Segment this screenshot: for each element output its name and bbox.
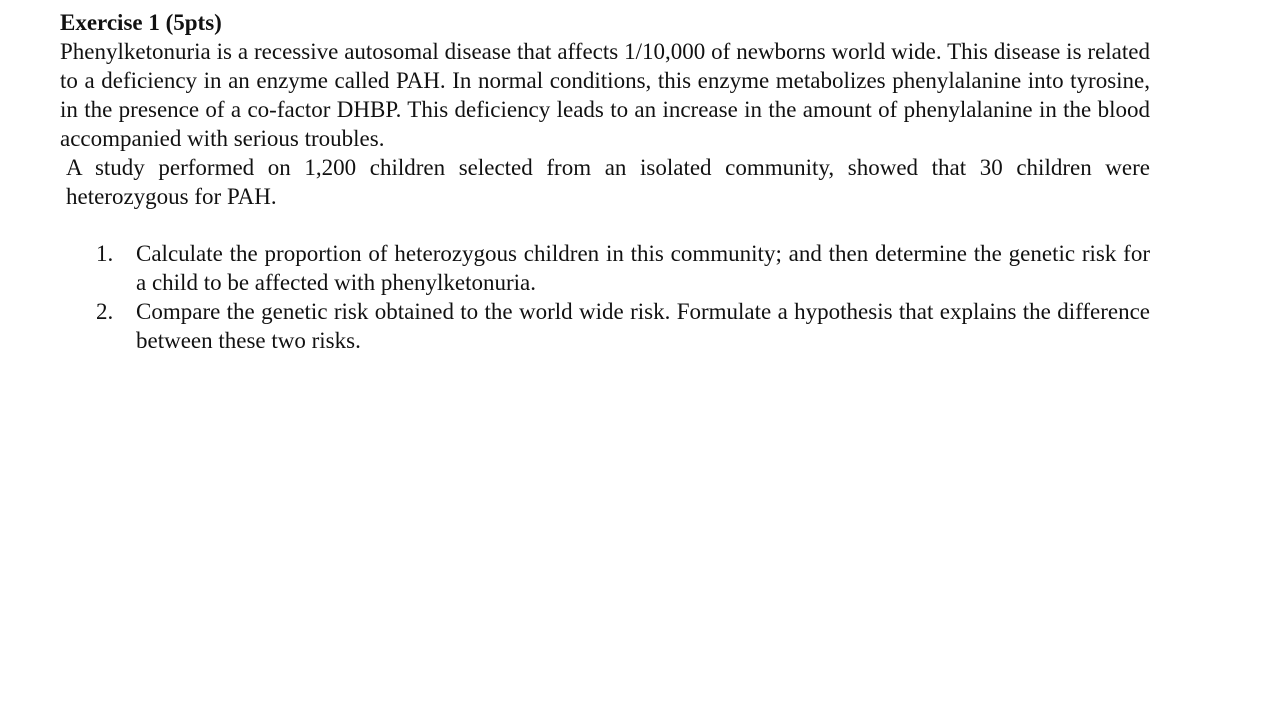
exercise-title: Exercise 1 (5pts): [60, 10, 222, 35]
question-list: [60, 239, 1150, 355]
question-item: [60, 239, 1150, 297]
exercise-document: [60, 8, 1150, 355]
question-item: [60, 297, 1150, 355]
intro-paragraph: Phenylketonuria is a recessive autosomal disease that affects 1/10,000 of newborns world wide. This disease is related to a deficiency in an enzyme called PAH. In normal conditions, this enzyme metabolizes phenylalanine into tyrosine, in the presence of a co-factor DHBP. This deficiency leads to an increase in the amount of phenylalanine in the blood accompanied with serious troubles.: [60, 39, 1150, 151]
question-number: 1.: [96, 241, 114, 266]
question-text: Calculate the proportion of heterozygous children in this community; and then determine the genetic risk for a child to be affected with phenylketonuria.: [136, 241, 1150, 295]
question-number: 2.: [96, 299, 114, 324]
question-text: Compare the genetic risk obtained to the world wide risk. Formulate a hypothesis that explains the difference between these two risks.: [136, 299, 1150, 353]
study-paragraph: A study performed on 1,200 children selected from an isolated community, showed that 30 children were heterozygous for PAH.: [66, 155, 1150, 209]
